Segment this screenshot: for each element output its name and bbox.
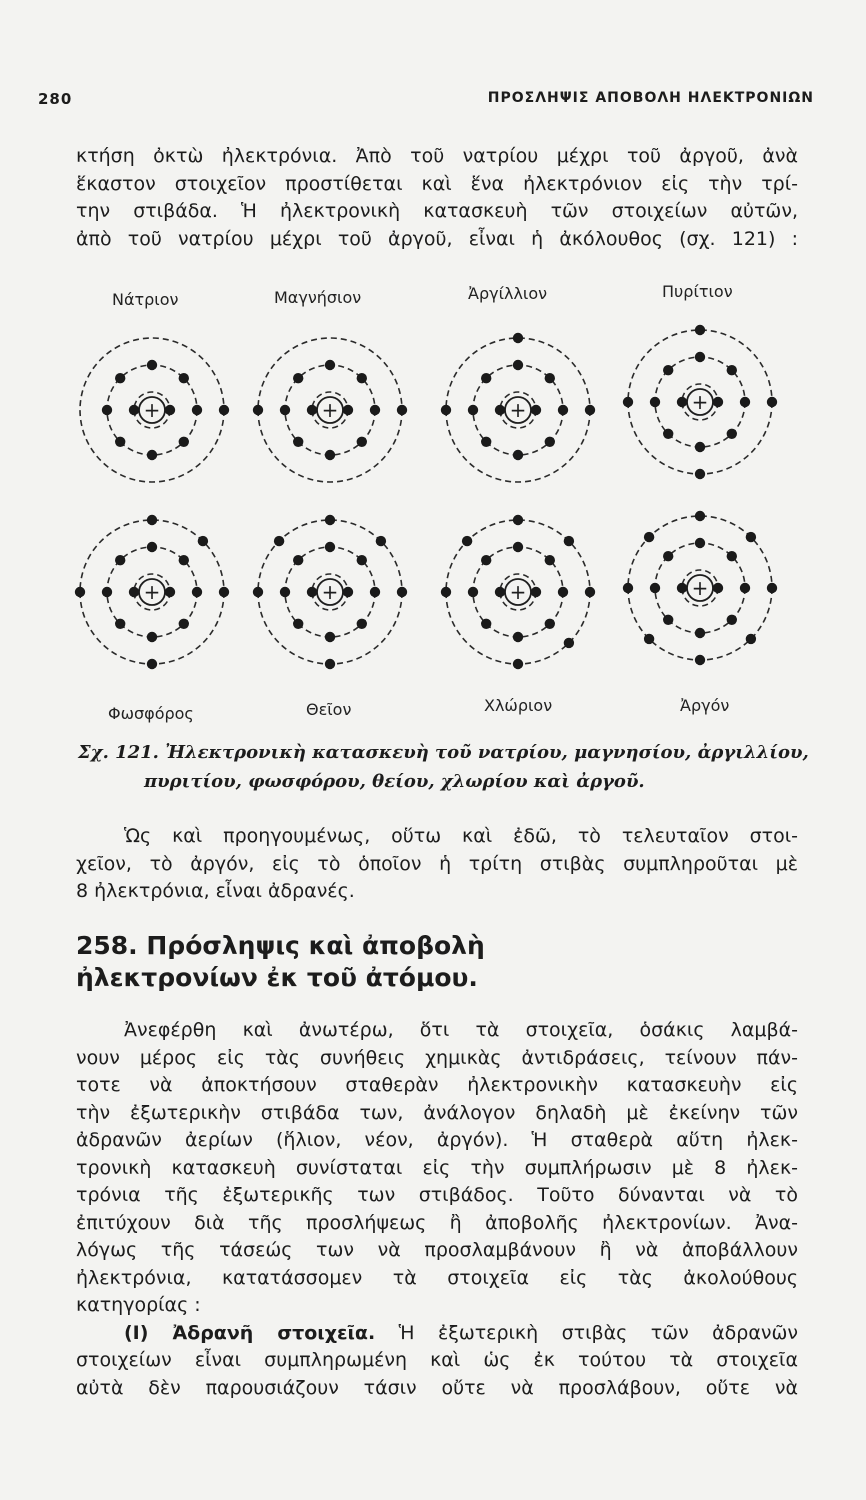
electron: [307, 587, 317, 597]
atom: [80, 338, 229, 482]
electron: [192, 587, 202, 597]
text-line: τοτε νὰ ἀποκτήσουν σταθερὰν ἠλεκτρονικὴν κατασκευὴν εἰς: [76, 1074, 798, 1096]
electron: [481, 373, 491, 383]
atom: [253, 338, 407, 482]
electron: [713, 397, 723, 407]
electron: [513, 333, 523, 343]
text-line: τρονικὴ κατασκευὴ συνίσταται εἰς τὴν συμπλήρωσιν μὲ 8 ἠλεκ-: [76, 1156, 798, 1179]
electron: [564, 536, 574, 546]
electron: [695, 469, 705, 479]
electron: [513, 450, 523, 460]
electron: [495, 405, 505, 415]
electron: [513, 659, 523, 669]
electron: [663, 365, 673, 375]
caption-line: πυριτίου, φωσφόρου, θείου, χλωρίου καὶ ἀργοῦ.: [144, 771, 645, 792]
atom: [623, 511, 777, 665]
text-line: τὴν ἐξωτερικὴν στιβάδα των, ἀνάλογον δηλαδὴ μὲ ἐκείνην τῶν: [76, 1101, 798, 1124]
electron: [695, 538, 705, 548]
label-magnesium: Μαγνήσιον: [274, 288, 362, 307]
electron: [357, 555, 367, 565]
electron: [727, 429, 737, 439]
label-silicon: Πυρίτιον: [662, 282, 733, 301]
electron: [325, 360, 335, 370]
electron: [192, 405, 202, 415]
electron: [102, 587, 112, 597]
electron: [293, 373, 303, 383]
electron: [468, 405, 478, 415]
electron: [147, 515, 157, 525]
electron: [293, 437, 303, 447]
electron: [147, 632, 157, 642]
text-line: νουν μέρος εἰς τὰς συνήθεις χημικὰς ἀντιδράσεις, τείνουν πάν-: [76, 1046, 798, 1069]
electron: [293, 619, 303, 629]
electron: [558, 587, 568, 597]
electron: [468, 587, 478, 597]
electron: [513, 542, 523, 552]
electron: [513, 632, 523, 642]
intro-paragraph: [76, 143, 798, 253]
electron: [343, 405, 353, 415]
body-paragraph: [76, 1017, 798, 1402]
electron: [75, 587, 85, 597]
electron: [325, 450, 335, 460]
atom: [75, 515, 229, 669]
electron: [357, 619, 367, 629]
electron: [129, 405, 139, 415]
electron: [585, 587, 595, 597]
heading-line: ἠλεκτρονίων ἐκ τοῦ ἀτόμου.: [76, 963, 478, 992]
nucleus-sign: +: [143, 398, 161, 422]
electron: [115, 373, 125, 383]
electron: [481, 555, 491, 565]
electron: [695, 325, 705, 335]
electron: [740, 583, 750, 593]
electron: [727, 615, 737, 625]
electron: [746, 532, 756, 542]
text-line: Ἀνεφέρθη καὶ ἀνωτέρω, ὅτι τὰ στοιχεῖα, ὁσάκις λαμβά-: [124, 1019, 798, 1041]
electron: [179, 373, 189, 383]
electron: [531, 587, 541, 597]
electron: [129, 587, 139, 597]
electron: [695, 628, 705, 638]
electron: [357, 437, 367, 447]
electron: [343, 587, 353, 597]
atom: [253, 515, 407, 669]
section-heading: [76, 930, 485, 994]
electron: [695, 511, 705, 521]
electron: [147, 360, 157, 370]
electron: [677, 583, 687, 593]
text-line: 8 ἠλεκτρόνια, εἶναι ἀδρανές.: [76, 880, 355, 902]
electron: [677, 397, 687, 407]
electron: [585, 405, 595, 415]
electron: [307, 405, 317, 415]
electron: [623, 583, 633, 593]
electron: [253, 587, 263, 597]
text-line: ἐπιτύχουν διὰ τῆς προσλήψεως ἢ ἀποβολῆς ἠλεκτρονίων. Ἀνα-: [76, 1211, 798, 1234]
electron: [727, 365, 737, 375]
electron: [545, 619, 555, 629]
electron: [115, 555, 125, 565]
electron: [695, 442, 705, 452]
electron: [695, 352, 705, 362]
electron: [727, 551, 737, 561]
electron: [219, 405, 229, 415]
electron: [767, 397, 777, 407]
electron: [274, 536, 284, 546]
electron: [462, 536, 472, 546]
page-number: 280: [38, 90, 73, 108]
electron: [115, 437, 125, 447]
heading-line: 258. Πρόσληψις καὶ ἀποβολὴ: [76, 931, 485, 960]
electron: [165, 587, 175, 597]
nucleus-sign: +: [691, 576, 709, 600]
electron: [644, 532, 654, 542]
label-chlorine: Χλώριον: [484, 696, 553, 715]
electron: [253, 405, 263, 415]
electron: [370, 405, 380, 415]
electron: [165, 405, 175, 415]
electron: [650, 397, 660, 407]
label-aluminium: Ἀργίλλιον: [468, 284, 548, 303]
electron: [746, 634, 756, 644]
electron: [558, 405, 568, 415]
electron: [663, 429, 673, 439]
electron-shell-diagram: [60, 310, 820, 700]
after-figure-paragraph: [76, 823, 798, 906]
text-line: ἕκαστον στοιχεῖον προστίθεται καὶ ἕνα ἠλεκτρόνιον εἰς τὴν τρί-: [76, 172, 798, 195]
electron: [179, 437, 189, 447]
electron: [564, 638, 574, 648]
electron: [325, 515, 335, 525]
electron: [481, 619, 491, 629]
electron: [397, 405, 407, 415]
electron: [713, 583, 723, 593]
nucleus-sign: +: [321, 398, 339, 422]
electron: [102, 405, 112, 415]
text-line: κτήση ὀκτὼ ἠλεκτρόνια. Ἀπὸ τοῦ νατρίου μέχρι τοῦ ἀργοῦ, ἀνὰ: [76, 145, 798, 167]
electron: [147, 450, 157, 460]
electron: [370, 587, 380, 597]
atom: [441, 515, 595, 669]
electron: [325, 632, 335, 642]
electron: [147, 542, 157, 552]
text-line: ἀπὸ τοῦ νατρίου μέχρι τοῦ ἀργοῦ, εἶναι ἡ ἀκόλουθος (σχ. 121) :: [76, 227, 798, 250]
nucleus-sign: +: [509, 398, 527, 422]
label-phosphorus: Φωσφόρος: [108, 704, 194, 723]
nucleus-sign: +: [143, 580, 161, 604]
electron: [325, 542, 335, 552]
atom: [441, 333, 595, 482]
electron: [495, 587, 505, 597]
electron: [179, 619, 189, 629]
electron: [179, 555, 189, 565]
text-line: ἀδρανῶν ἀερίων (ἥλιον, νέον, ἀργόν). Ἡ σταθερὰ αὕτη ἠλεκ-: [76, 1129, 798, 1151]
electron: [147, 659, 157, 669]
nucleus-sign: +: [509, 580, 527, 604]
atom: [623, 325, 777, 479]
electron: [280, 405, 290, 415]
text-line: την στιβάδα. Ἡ ἠλεκτρονικὴ κατασκευὴ τῶν στοιχείων αὐτῶν,: [76, 200, 798, 222]
electron: [280, 587, 290, 597]
inert-elements-label: (I) Ἀδρανῆ στοιχεῖα.: [124, 1321, 376, 1344]
electron: [531, 405, 541, 415]
electron: [219, 587, 229, 597]
electron: [198, 536, 208, 546]
electron: [650, 583, 660, 593]
nucleus-sign: +: [691, 390, 709, 414]
text-line: ἠλεκτρόνια, κατατάσσομεν τὰ στοιχεῖα εἰς τὰς ἀκολούθους: [76, 1266, 798, 1289]
electron: [357, 373, 367, 383]
text-line: κατηγορίας :: [76, 1294, 201, 1316]
electron: [397, 587, 407, 597]
label-argon: Ἀργόν: [680, 696, 730, 715]
electron: [623, 397, 633, 407]
inert-elements-line: [76, 1320, 798, 1348]
running-head: ΠΡΟΣΛΗΨΙΣ ΑΠΟΒΟΛΗ ΗΛΕΚΤΡΟΝΙΩΝ: [487, 90, 814, 106]
inert-line-rest: Ἡ ἐξωτερικὴ στιβὰς τῶν ἀδρανῶν: [398, 1321, 799, 1344]
text-line: χεῖον, τὸ ἀργόν, εἰς τὸ ὁποῖον ἡ τρίτη στιβὰς συμπληροῦται μὲ: [76, 852, 798, 875]
electron: [663, 615, 673, 625]
electron: [115, 619, 125, 629]
label-sodium: Νάτριον: [112, 290, 179, 309]
electron: [663, 551, 673, 561]
electron: [481, 437, 491, 447]
electron: [325, 659, 335, 669]
electron: [513, 515, 523, 525]
text-line: λόγως τῆς τάσεώς των νὰ προσλαμβάνουν ἢ νὰ ἀποβάλλουν: [76, 1239, 798, 1261]
figure-caption: [78, 738, 809, 796]
caption-line: Σχ. 121. Ἠλεκτρονικὴ κατασκευὴ τοῦ νατρίου, μαγνησίου, ἀργιλλίου,: [78, 742, 809, 763]
electron: [740, 397, 750, 407]
electron: [513, 360, 523, 370]
electron: [644, 634, 654, 644]
text-line: αὐτὰ δὲν παρουσιάζουν τάσιν οὔτε νὰ προσλάβουν, οὔτε νὰ: [76, 1376, 798, 1399]
text-line: τρόνια τῆς ἐξωτερικῆς των στιβάδος. Τοῦτο δύνανται νὰ τὸ: [76, 1184, 798, 1206]
electron: [376, 536, 386, 546]
electron: [767, 583, 777, 593]
electron: [441, 405, 451, 415]
electron: [545, 373, 555, 383]
electron: [545, 555, 555, 565]
electron: [695, 655, 705, 665]
electron: [441, 587, 451, 597]
text-line: στοιχείων εἶναι συμπληρωμένη καὶ ὡς ἐκ τούτου τὰ στοιχεῖα: [76, 1349, 798, 1371]
electron: [293, 555, 303, 565]
text-line: Ὡς καὶ προηγουμένως, οὕτω καὶ ἐδῶ, τὸ τελευταῖον στοι-: [124, 825, 798, 847]
label-sulfur: Θεῖον: [306, 700, 352, 719]
nucleus-sign: +: [321, 580, 339, 604]
electron: [545, 437, 555, 447]
